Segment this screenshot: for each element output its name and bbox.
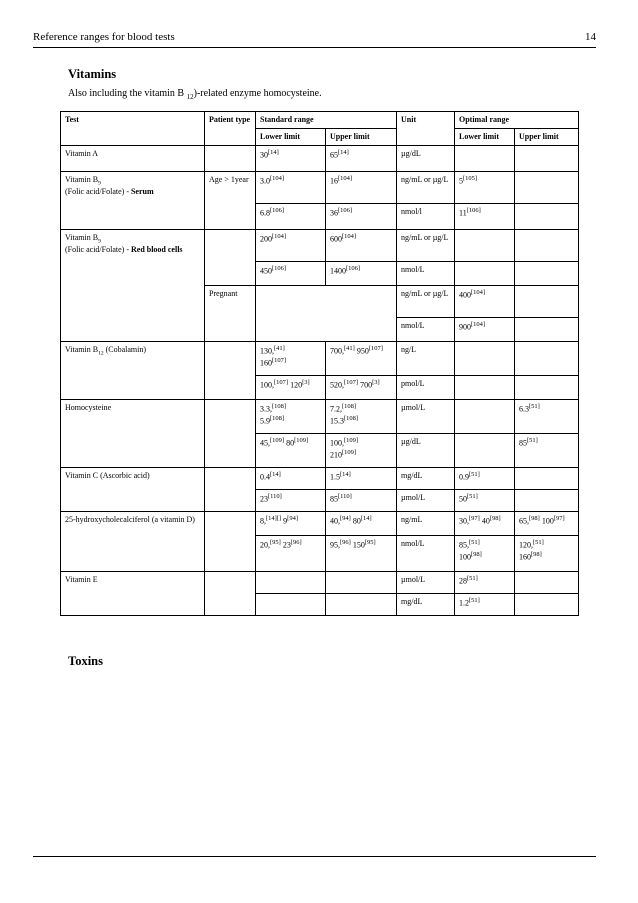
table-row <box>61 172 579 204</box>
opt-upper <box>515 490 579 512</box>
section-title: Vitamins <box>68 67 117 81</box>
page-number: 14 <box>585 31 596 43</box>
test-name: Homocysteine <box>61 400 205 468</box>
table-row <box>61 342 579 376</box>
unit: ng/mL <box>397 512 455 536</box>
header-opt-upper: Upper limit <box>515 129 579 146</box>
header-std-lower: Lower limit <box>256 129 326 146</box>
patient-type <box>205 468 256 512</box>
opt-lower: 1.2[51] <box>455 594 515 616</box>
std-lower: 450[106] <box>256 262 326 286</box>
opt-upper: 85[51] <box>515 434 579 468</box>
opt-upper <box>515 572 579 594</box>
header-optimal-range: Optimal range <box>455 112 579 129</box>
unit: nmol/l <box>397 204 455 230</box>
opt-upper <box>515 286 579 318</box>
table-row <box>61 400 579 434</box>
opt-upper: 120,[51] 160[98] <box>515 536 579 572</box>
test-name: 25-hydroxycholecalciferol (a vitamin D) <box>61 512 205 572</box>
std-upper: 65[14] <box>326 146 397 172</box>
unit: mg/dL <box>397 594 455 616</box>
std-upper: 520,[107] 700[3] <box>326 376 397 400</box>
header-opt-lower: Lower limit <box>455 129 515 146</box>
std-upper: 600[104] <box>326 230 397 262</box>
opt-lower: 400[104] <box>455 286 515 318</box>
opt-lower <box>455 146 515 172</box>
std-lower: 45,[109] 80[109] <box>256 434 326 468</box>
table-row <box>61 512 579 536</box>
opt-lower: 900[104] <box>455 318 515 342</box>
std-lower: 0.4[14] <box>256 468 326 490</box>
unit: nmol/L <box>397 262 455 286</box>
std-upper <box>326 594 397 616</box>
std-upper: 85[110] <box>326 490 397 512</box>
test-name: Vitamin A <box>61 146 205 172</box>
table-row <box>61 146 579 172</box>
opt-lower: 28[51] <box>455 572 515 594</box>
test-name: Vitamin $B_9$ (Folic acid/Folate) - Serum <box>61 172 205 230</box>
opt-lower <box>455 230 515 262</box>
test-name: Vitamin E <box>61 572 205 616</box>
unit: µg/dL <box>397 434 455 468</box>
header-patient-type: Patient type <box>205 112 256 146</box>
patient-type <box>205 572 256 616</box>
std-lower: 6.8[106] <box>256 204 326 230</box>
unit: µmol/L <box>397 572 455 594</box>
opt-lower <box>455 376 515 400</box>
header-test: Test <box>61 112 205 146</box>
test-name: Vitamin $B_{12}$ (Cobalamin) <box>61 342 205 400</box>
std-range-empty <box>256 286 397 342</box>
unit: µmol/L <box>397 490 455 512</box>
opt-lower <box>455 434 515 468</box>
std-lower <box>256 572 326 594</box>
section-intro: Also including the vitamin B $_{12}$)-related enzyme homocysteine. <box>68 88 322 101</box>
patient-type <box>205 146 256 172</box>
patient-type: Pregnant <box>205 286 256 342</box>
std-upper: 700,[41] 950[107] <box>326 342 397 376</box>
reference-table <box>60 111 579 616</box>
patient-type <box>205 512 256 572</box>
std-lower: 23[110] <box>256 490 326 512</box>
opt-lower <box>455 400 515 434</box>
opt-lower: 5[105] <box>455 172 515 204</box>
opt-lower: 50[51] <box>455 490 515 512</box>
std-upper <box>326 572 397 594</box>
patient-type <box>205 342 256 400</box>
patient-type <box>205 400 256 468</box>
opt-upper <box>515 342 579 376</box>
std-lower: 8,[14][] 9[94] <box>256 512 326 536</box>
opt-upper <box>515 468 579 490</box>
header-rule <box>33 47 596 48</box>
table-row <box>61 230 579 262</box>
opt-upper <box>515 230 579 262</box>
opt-lower: 30,[97] 40[98] <box>455 512 515 536</box>
std-lower: 3.3,[108] 5.9[108] <box>256 400 326 434</box>
opt-upper <box>515 262 579 286</box>
std-lower: 30[14] <box>256 146 326 172</box>
unit: µmol/L <box>397 400 455 434</box>
opt-lower: 11[106] <box>455 204 515 230</box>
opt-upper: 6.3[51] <box>515 400 579 434</box>
std-lower: 20,[95] 23[96] <box>256 536 326 572</box>
test-name: Vitamin C (Ascorbic acid) <box>61 468 205 512</box>
std-lower: 200[104] <box>256 230 326 262</box>
std-upper: 7.2,[108] 15.3[108] <box>326 400 397 434</box>
test-name: Vitamin $B_9$ (Folic acid/Folate) - Red blood cells <box>61 230 205 342</box>
std-lower: 100,[107] 120[3] <box>256 376 326 400</box>
std-upper: 16[104] <box>326 172 397 204</box>
opt-lower: 85,[51] 100[98] <box>455 536 515 572</box>
header-std-upper: Upper limit <box>326 129 397 146</box>
opt-upper <box>515 376 579 400</box>
opt-upper <box>515 594 579 616</box>
opt-lower <box>455 262 515 286</box>
unit: ng/mL or µg/L <box>397 230 455 262</box>
std-lower: 130,[41] 160[107] <box>256 342 326 376</box>
std-upper: 1.5[14] <box>326 468 397 490</box>
std-upper: 36[106] <box>326 204 397 230</box>
std-upper: 40,[94] 80[14] <box>326 512 397 536</box>
table-header-row <box>61 112 579 129</box>
table-row <box>61 572 579 594</box>
unit: ng/mL or µg/L <box>397 286 455 318</box>
unit: pmol/L <box>397 376 455 400</box>
page-header <box>33 31 596 47</box>
opt-upper: 65,[98] 100[97] <box>515 512 579 536</box>
std-upper: 95,[96] 150[95] <box>326 536 397 572</box>
opt-upper <box>515 146 579 172</box>
patient-type <box>205 230 256 286</box>
opt-lower: 0.9[51] <box>455 468 515 490</box>
std-upper: 100,[109] 210[109] <box>326 434 397 468</box>
unit: ng/mL or µg/L <box>397 172 455 204</box>
opt-upper <box>515 172 579 204</box>
opt-lower <box>455 342 515 376</box>
footer-rule <box>33 856 596 857</box>
std-lower: 3.0[104] <box>256 172 326 204</box>
std-upper: 1400[106] <box>326 262 397 286</box>
unit: nmol/L <box>397 318 455 342</box>
header-standard-range: Standard range <box>256 112 397 129</box>
unit: mg/dL <box>397 468 455 490</box>
unit: ng/L <box>397 342 455 376</box>
patient-type: Age > 1year <box>205 172 256 230</box>
next-section-title: Toxins <box>68 654 103 668</box>
opt-upper <box>515 318 579 342</box>
unit: nmol/L <box>397 536 455 572</box>
std-lower <box>256 594 326 616</box>
running-title: Reference ranges for blood tests <box>33 31 175 43</box>
unit: µg/dL <box>397 146 455 172</box>
table-row <box>61 468 579 490</box>
header-unit: Unit <box>397 112 455 146</box>
opt-upper <box>515 204 579 230</box>
